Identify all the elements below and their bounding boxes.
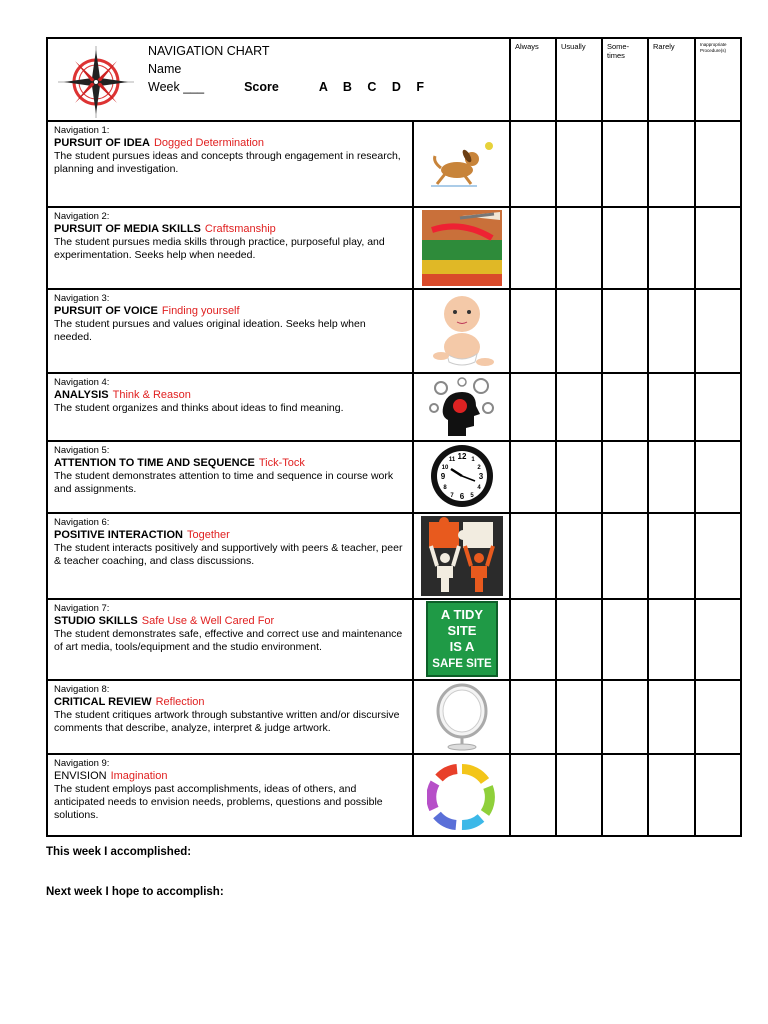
navigation-subtitle: Think & Reason bbox=[112, 389, 191, 401]
rating-cell[interactable] bbox=[602, 754, 648, 836]
navigation-title: ANALYSIS bbox=[54, 389, 109, 401]
rating-cell[interactable] bbox=[510, 680, 556, 754]
navigation-description: The student demonstrates attention to time and sequence in course work and assignments. bbox=[54, 470, 394, 495]
rating-cell[interactable] bbox=[695, 441, 741, 513]
navigation-subtitle: Together bbox=[186, 529, 230, 541]
column-header-sometimes: Some-times bbox=[602, 38, 648, 121]
table-row bbox=[47, 289, 741, 373]
rating-cell[interactable] bbox=[695, 121, 741, 207]
column-header-always: Always bbox=[510, 38, 556, 121]
header-cell bbox=[47, 38, 510, 121]
rating-cell[interactable] bbox=[648, 373, 695, 441]
rating-cell[interactable] bbox=[510, 207, 556, 289]
cycle-arrows-icon bbox=[427, 761, 497, 833]
navigation-subtitle: Tick-Tock bbox=[258, 457, 305, 469]
clock-numeral: 2 bbox=[476, 465, 481, 471]
rating-cell[interactable] bbox=[695, 207, 741, 289]
rating-cell[interactable] bbox=[556, 513, 602, 599]
table-row bbox=[47, 513, 741, 599]
image-cell bbox=[413, 289, 510, 373]
table-row bbox=[47, 754, 741, 836]
rating-cell[interactable] bbox=[648, 599, 695, 680]
sign-line: SAFE SITE bbox=[431, 658, 492, 670]
clock-numeral: 6 bbox=[459, 492, 464, 501]
rating-cell[interactable] bbox=[510, 373, 556, 441]
navigation-subtitle: Safe Use & Well Cared For bbox=[141, 615, 275, 627]
rating-cell[interactable] bbox=[602, 599, 648, 680]
navigation-8-cell bbox=[47, 680, 413, 754]
rating-cell[interactable] bbox=[556, 754, 602, 836]
navigation-description: The student critiques artwork through substantive written and/or discursive comments that describe, analyze, interpret & judge artwork. bbox=[54, 709, 400, 734]
rating-cell[interactable] bbox=[648, 513, 695, 599]
table-row bbox=[47, 207, 741, 289]
sign-line: IS A bbox=[449, 639, 474, 654]
table-row bbox=[47, 680, 741, 754]
rating-cell[interactable] bbox=[556, 680, 602, 754]
navigation-description: The student demonstrates safe, effective and correct use and maintenance of art media, tools/equipment and the studio environment. bbox=[54, 628, 403, 653]
mirror-icon bbox=[429, 683, 495, 751]
navigation-title: ATTENTION TO TIME AND SEQUENCE bbox=[54, 457, 255, 469]
rating-cell[interactable] bbox=[556, 289, 602, 373]
navigation-number: Navigation 3: bbox=[54, 293, 110, 304]
navigation-title: PURSUIT OF VOICE bbox=[54, 305, 158, 317]
navigation-title: CRITICAL REVIEW bbox=[54, 696, 152, 708]
navigation-number: Navigation 7: bbox=[54, 603, 110, 614]
navigation-subtitle: Finding yourself bbox=[161, 305, 240, 317]
navigation-description: The student pursues ideas and concepts through engagement in research, planning and investigation. bbox=[54, 150, 401, 175]
navigation-chart-table bbox=[46, 37, 742, 837]
navigation-6-cell bbox=[47, 513, 413, 599]
clock-numeral: 5 bbox=[469, 493, 474, 499]
navigation-2-cell bbox=[47, 207, 413, 289]
rating-cell[interactable] bbox=[648, 754, 695, 836]
rating-cell[interactable] bbox=[695, 289, 741, 373]
sign-line: SITE bbox=[447, 623, 476, 638]
rating-cell[interactable] bbox=[556, 599, 602, 680]
rating-cell[interactable] bbox=[648, 289, 695, 373]
navigation-number: Navigation 5: bbox=[54, 445, 110, 456]
column-header-inappropriate: Inappropriate Procedure(s) bbox=[695, 38, 741, 121]
navigation-description: The student employs past accomplishments, ideas of others, and anticipated needs to envision needs, problems, questions and possible solutions. bbox=[54, 783, 383, 821]
rating-cell[interactable] bbox=[602, 207, 648, 289]
rating-cell[interactable] bbox=[648, 680, 695, 754]
navigation-description: The student interacts positively and supportively with peers & teacher, peer & teacher coaching, and class discussions. bbox=[54, 542, 403, 567]
table-row bbox=[47, 599, 741, 680]
score-label: Score bbox=[244, 80, 279, 94]
rating-cell[interactable] bbox=[695, 680, 741, 754]
navigation-subtitle: Reflection bbox=[155, 696, 205, 708]
image-cell bbox=[413, 121, 510, 207]
column-header-rarely: Rarely bbox=[648, 38, 695, 121]
compass-rose-icon bbox=[56, 44, 136, 120]
rating-cell[interactable] bbox=[695, 373, 741, 441]
navigation-description: The student pursues and values original ideation. Seeks help when needed. bbox=[54, 318, 366, 343]
navigation-description: The student organizes and thinks about ideas to find meaning. bbox=[54, 402, 344, 414]
chart-title: NAVIGATION CHART bbox=[148, 44, 270, 58]
rating-cell[interactable] bbox=[695, 599, 741, 680]
image-cell bbox=[413, 207, 510, 289]
navigation-subtitle: Craftsmanship bbox=[204, 223, 276, 235]
clock-numeral: 3 bbox=[478, 472, 483, 481]
navigation-number: Navigation 4: bbox=[54, 377, 110, 388]
navigation-number: Navigation 2: bbox=[54, 211, 110, 222]
image-cell bbox=[413, 441, 510, 513]
rating-cell[interactable] bbox=[510, 289, 556, 373]
image-cell bbox=[413, 754, 510, 836]
column-header-usually: Usually bbox=[556, 38, 602, 121]
rating-cell[interactable] bbox=[510, 754, 556, 836]
navigation-number: Navigation 8: bbox=[54, 684, 110, 695]
rating-cell[interactable] bbox=[510, 441, 556, 513]
navigation-7-cell bbox=[47, 599, 413, 680]
header-row bbox=[47, 38, 741, 121]
rating-cell[interactable] bbox=[648, 207, 695, 289]
rating-cell[interactable] bbox=[602, 121, 648, 207]
table-row bbox=[47, 441, 741, 513]
clock-icon bbox=[429, 443, 495, 509]
rating-cell[interactable] bbox=[556, 207, 602, 289]
accomplished-label: This week I accomplished: bbox=[46, 846, 192, 858]
image-cell bbox=[413, 373, 510, 441]
rating-cell[interactable] bbox=[510, 513, 556, 599]
navigation-number: Navigation 1: bbox=[54, 125, 110, 136]
paintbrush-icon bbox=[422, 210, 502, 286]
clock-numeral: 7 bbox=[449, 493, 454, 499]
navigation-title: PURSUIT OF MEDIA SKILLS bbox=[54, 223, 201, 235]
clock-numeral: 1 bbox=[470, 457, 475, 463]
next-week-label: Next week I hope to accomplish: bbox=[46, 886, 224, 898]
navigation-title: POSITIVE INTERACTION bbox=[54, 529, 183, 541]
rating-cell[interactable] bbox=[556, 121, 602, 207]
rating-cell[interactable] bbox=[648, 441, 695, 513]
rating-cell[interactable] bbox=[602, 680, 648, 754]
navigation-title: PURSUIT OF IDEA bbox=[54, 137, 150, 149]
clock-numeral: 11 bbox=[448, 457, 455, 463]
navigation-9-cell bbox=[47, 754, 413, 836]
rating-cell[interactable] bbox=[510, 599, 556, 680]
rating-cell[interactable] bbox=[556, 373, 602, 441]
baby-icon bbox=[427, 292, 497, 370]
navigation-title: STUDIO SKILLS bbox=[54, 615, 138, 627]
name-label: Name bbox=[148, 62, 182, 76]
rating-cell[interactable] bbox=[695, 754, 741, 836]
head-gears-icon bbox=[426, 376, 498, 438]
navigation-title: ENVISION bbox=[54, 770, 107, 782]
rating-cell[interactable] bbox=[695, 513, 741, 599]
clock-numeral: 4 bbox=[476, 485, 481, 491]
rating-cell[interactable] bbox=[602, 289, 648, 373]
grade-options: A B C D F bbox=[318, 80, 430, 94]
rating-cell[interactable] bbox=[602, 441, 648, 513]
clock-numeral: 10 bbox=[441, 465, 448, 471]
puzzle-people-icon bbox=[421, 516, 503, 596]
table-row bbox=[47, 373, 741, 441]
rating-cell[interactable] bbox=[510, 121, 556, 207]
rating-cell[interactable] bbox=[602, 513, 648, 599]
week-label: Week ___ bbox=[148, 80, 205, 94]
tidy-site-sign-icon bbox=[426, 601, 498, 677]
navigation-3-cell bbox=[47, 289, 413, 373]
navigation-subtitle: Dogged Determination bbox=[153, 137, 265, 149]
sign-line: A TIDY bbox=[440, 607, 483, 622]
navigation-4-cell bbox=[47, 373, 413, 441]
clock-numeral: 9 bbox=[440, 472, 445, 481]
table-row bbox=[47, 121, 741, 207]
navigation-5-cell bbox=[47, 441, 413, 513]
navigation-number: Navigation 9: bbox=[54, 758, 110, 769]
rating-cell[interactable] bbox=[648, 121, 695, 207]
clock-numeral: 12 bbox=[457, 452, 466, 461]
rating-cell[interactable] bbox=[556, 441, 602, 513]
navigation-1-cell bbox=[47, 121, 413, 207]
image-cell bbox=[413, 599, 510, 680]
image-cell bbox=[413, 680, 510, 754]
image-cell bbox=[413, 513, 510, 599]
clock-numeral: 8 bbox=[442, 485, 447, 491]
navigation-subtitle: Imagination bbox=[110, 770, 168, 782]
dog-chasing-icon bbox=[427, 134, 497, 194]
rating-cell[interactable] bbox=[602, 373, 648, 441]
navigation-description: The student pursues media skills through practice, purposeful play, and experimentation. Seeks help when needed. bbox=[54, 236, 385, 261]
navigation-number: Navigation 6: bbox=[54, 517, 110, 528]
